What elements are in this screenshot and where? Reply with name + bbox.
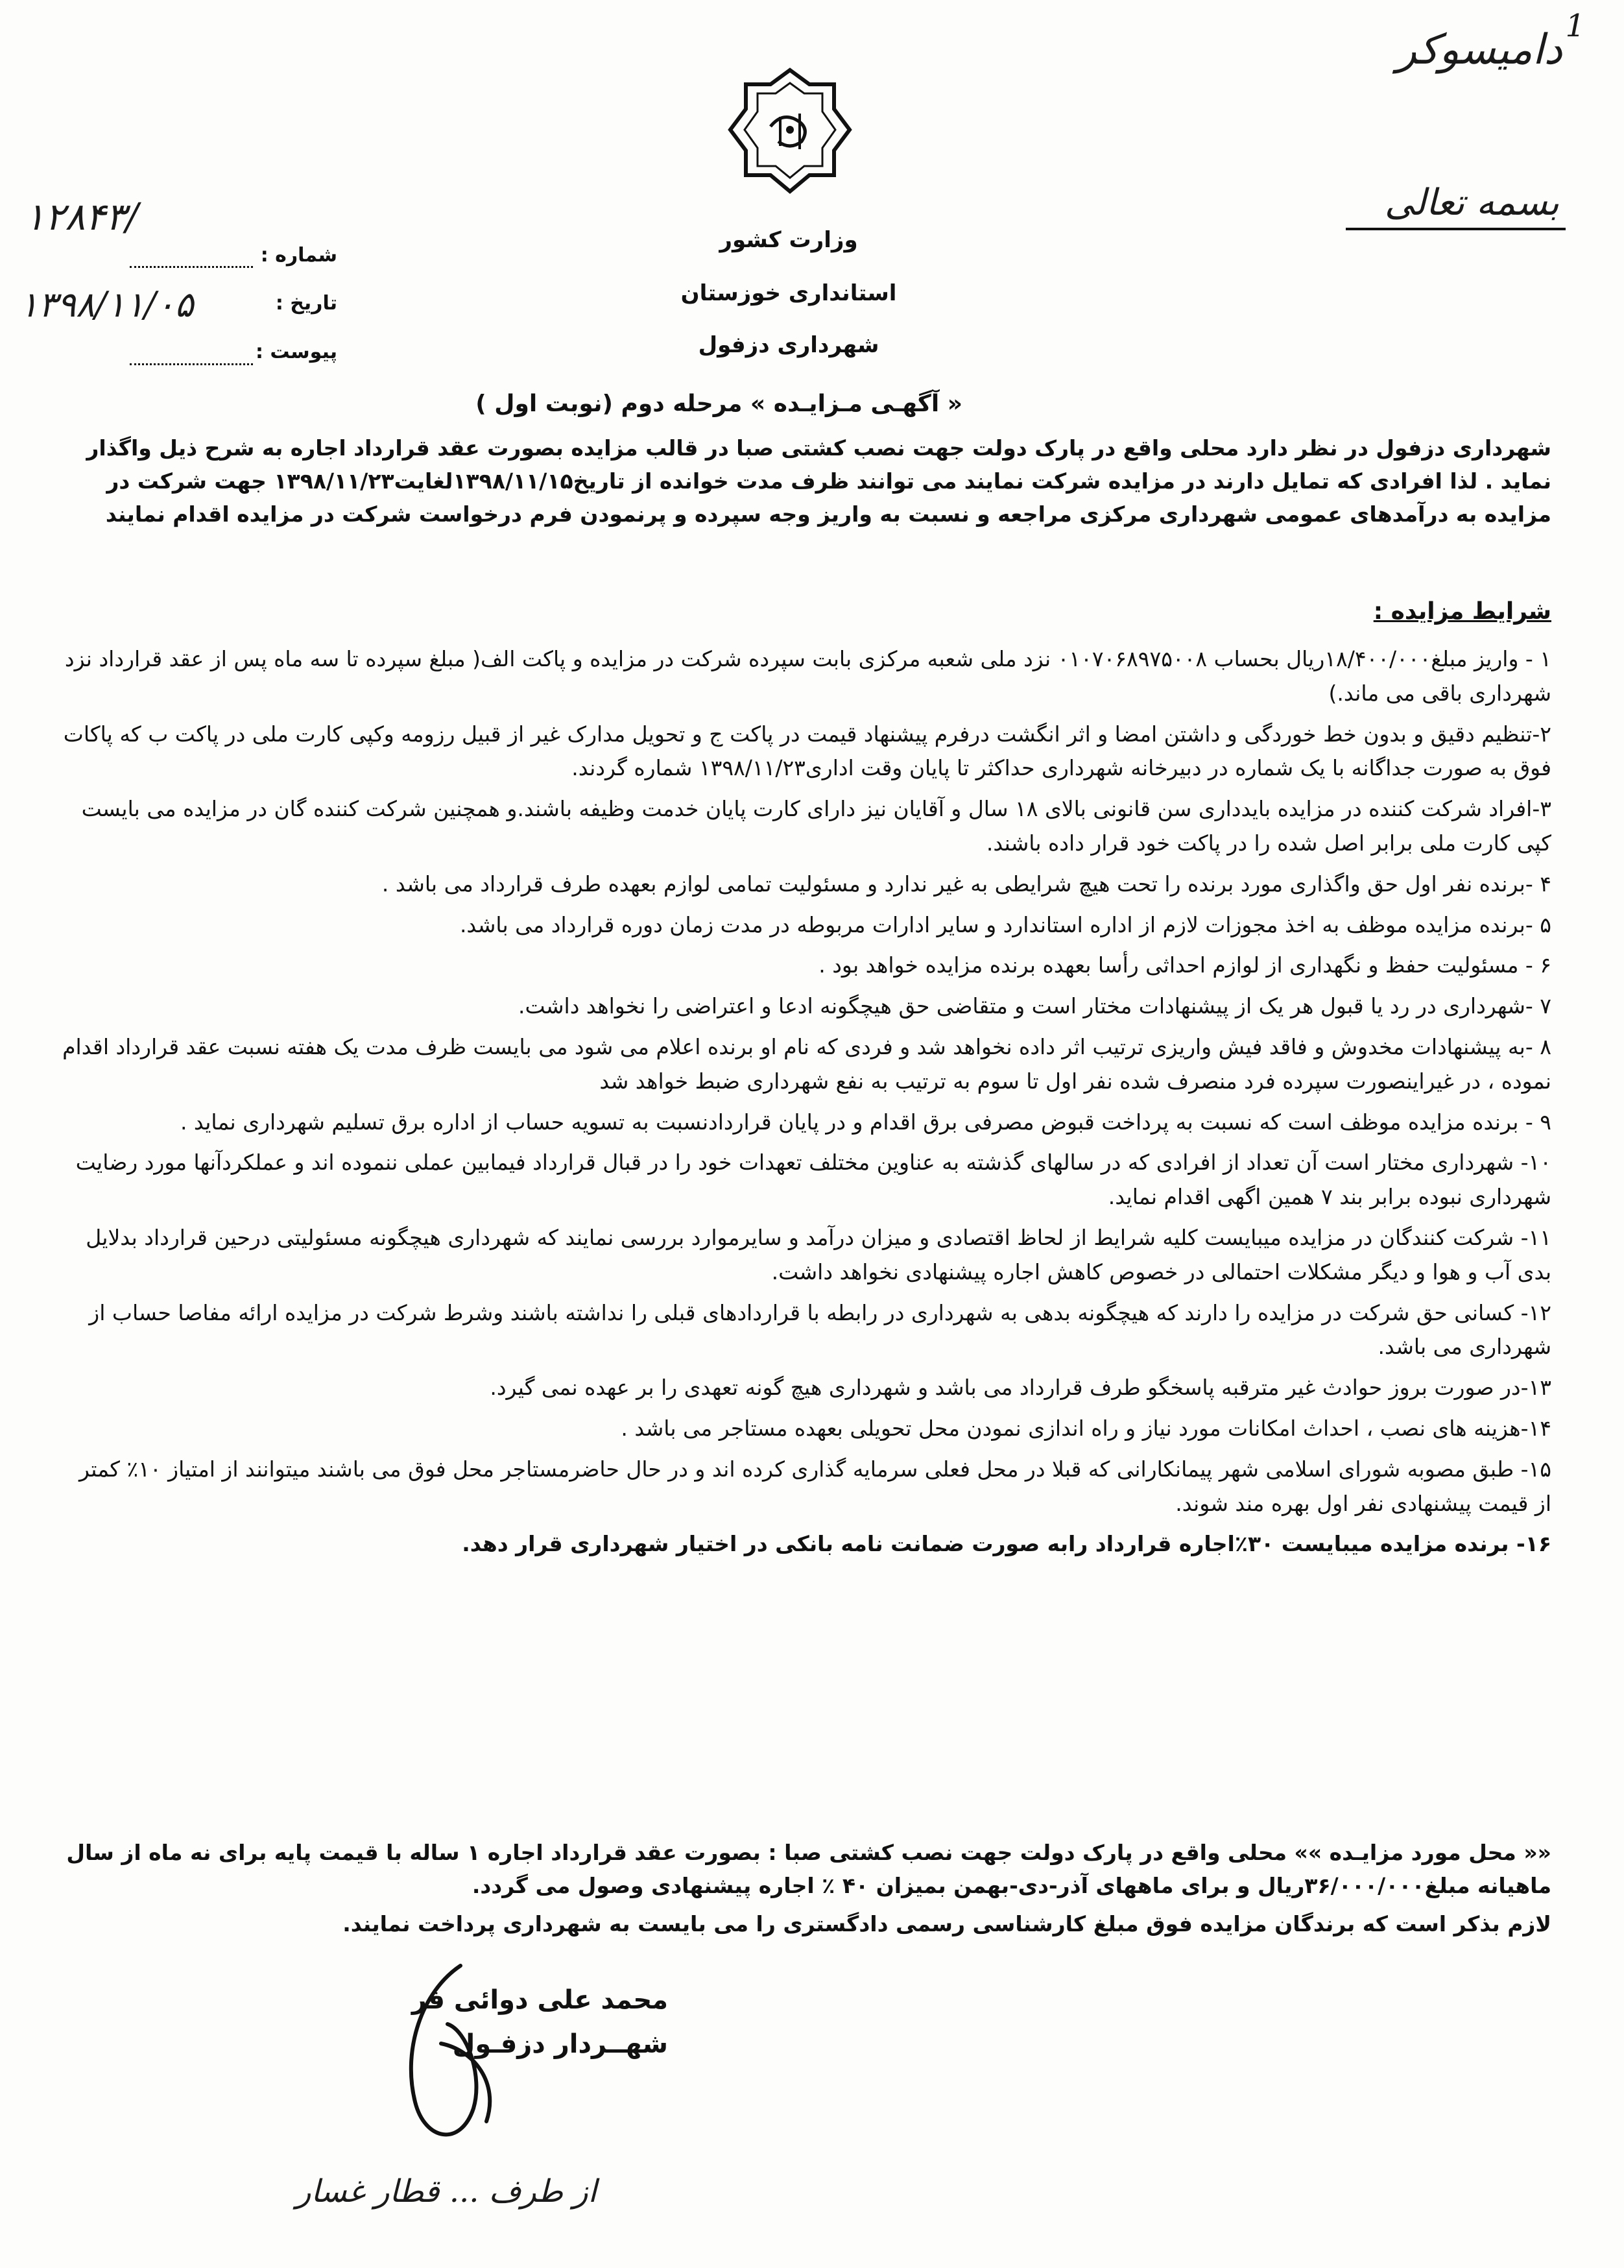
letter-date-label: تاریخ :	[275, 292, 337, 315]
handwritten-note: دامیسوکر	[1396, 26, 1562, 74]
page-number-mark: 1	[1565, 8, 1585, 44]
letter-meta	[18, 195, 304, 239]
condition-item: ۴ -برنده نفر اول حق واگذاری مورد برنده را تحت هیچ شرایطی به غیر ندارد و مسئولیت تمامی لوازم بعهده طرف قرارداد می باشد .	[381, 871, 1551, 897]
expert-fee-note: لازم بذکر است که برندگان مزایده فوق مبلغ کارشناسی رسمی دادگستری را می بایست به شهرداری پرداخت نمایند.	[342, 1911, 1551, 1936]
condition-item: ۱۰- شهرداری مختار است آن تعداد از افرادی که در سالهای گذشته به عناوین مختلف تعهدات خود را در قبال قرارداد فیمابین عملی ننموده اند و عملکردآنها مورد رضایت شهرداری نبوده برابر بند ۷ همین اگهی اقدام نماید.	[75, 1150, 1551, 1210]
notice-intro: شهرداری دزفول در نظر دارد محلی واقع در پارک دولت جهت نصب کشتی صبا در قالب مزایده بصورت عقد قرارداد اجاره به شرح ذیل واگذار نماید . لذا افرادی که تمایل دارند در مزایده شرکت نمایند می توانند ظرف مدت خوانده از تاریخ۱۳۹۸/۱۱/۱۵لغایت۱۳۹۸/۱۱/۲۳ جهت شرکت در مزایده به درآمدهای عمومی شهرداری مرکزی مراجعه و نسبت به واریز وجه سپرده و پرنمودن فرم درخواست شرکت در مزایده اقدام نمایند	[86, 435, 1551, 527]
condition-item: ۱۶- برنده مزایده میبایست ۳۰٪اجاره قرارداد رابه صورت ضمانت نامه بانکی در اختیار شهرداری قرار دهد.	[462, 1531, 1551, 1557]
notice-title: « آگهـی مـزایـده » مرحله دوم (نوبت اول )	[475, 391, 962, 417]
attachment-dots	[130, 363, 253, 365]
conditions-list	[60, 642, 1551, 1568]
footer-handwritten-note: از طرف ... قطار غسار	[296, 2173, 597, 2210]
conditions-heading: شرایط مزایده :	[1373, 598, 1551, 625]
ministry-title: وزارت کشور	[719, 227, 858, 253]
condition-item: ۳-افراد شرکت کننده در مزایده بایدداری سن قانونی بالای ۱۸ سال و آقایان نیز دارای کارت پایان خدمت وظیفه باشند.و همچنین شرکت کننده گان در مزایده می بایست کپی کارت ملی برابر اصل شده را در پاکت خود قرار داده باشند.	[81, 796, 1551, 856]
letter-number-value: ۱۲۸۴۳/	[25, 195, 139, 239]
condition-item: ۹ - برنده مزایده موظف است که نسبت به پرداخت قبوض مصرفی برق اقدام و در پایان قراردادنسبت به تسویه حساب از اداره برق تسلیم شهرداری نماید .	[180, 1109, 1551, 1135]
condition-item: ۱۲- کسانی حق شرکت در مزایده را دارند که هیچگونه بدهی به شهرداری در رابطه با قراردادهای قبلی را نداشته باشند وشرط شرکت در مزایده ارائه مفاصا حساب از شهرداری می باشد.	[89, 1299, 1551, 1360]
condition-item: ۵ -برنده مزایده موظف به اخذ مجوزات لازم از اداره استاندارد و سایر ادارات مربوطه در مدت زمان دوره قرارداد می باشد.	[459, 911, 1551, 937]
letter-date-value: ۱۳۹۸/۱۱/۰۵	[19, 284, 194, 325]
province-title: استانداری خوزستان	[680, 280, 897, 306]
condition-item: ۷ -شهرداری در رد یا قبول هر یک از پیشنهادات مختار است و متقاضی حق هیچگونه ادعا و اعتراضی را نخواهد داشت.	[518, 993, 1551, 1019]
signer-name: محمد علی دوائی فر	[411, 1985, 668, 2015]
auction-subject: «« محل مورد مزایـده »» محلی واقع در پارک دولت جهت نصب کشتی صبا : بصورت عقد قرارداد اجاره ۱ ساله با قیمت پایه برای نه ماه از سال ماهیانه مبلغ۳۶/۰۰۰/۰۰۰ریال و برای ماههای آذر-دی-بهمن بمیزان ۴۰ ٪ اجاره پیشنهادی وصول می گردد.	[66, 1840, 1551, 1899]
condition-item: ۱۳-در صورت بروز حوادث غیر مترقبه پاسخگو طرف قرارداد می باشد و شهرداری هیچ گونه تعهدی را بر عهده نمی گیرد.	[490, 1375, 1551, 1401]
municipality-logo-icon	[725, 65, 855, 214]
bismillah-heading: بسمه تعالی	[1346, 182, 1566, 230]
condition-item: ۱۵- طبق مصوبه شورای اسلامی شهر پیمانکارانی که قبلا در محل فعلی سرمایه گذاری کرده اند و در حال حاضرمستاجر محل فوق می باشند میتوانند از امتیاز ۱۰٪ کمتر از قیمت پیشنهادی نفر اول بهره مند شوند.	[79, 1456, 1551, 1516]
condition-item: ۱۴-هزینه های نصب ، احداث امکانات مورد نیاز و راه اندازی نمودن محل تحویلی بعهده مستاجر می باشد .	[621, 1415, 1551, 1441]
condition-item: ۶ - مسئولیت حفظ و نگهداری از لوازم احداثی رأسا بعهده برنده مزایده خواهد بود .	[818, 952, 1551, 978]
signature-scribble-icon	[363, 1953, 532, 2167]
signer-title: شهــردار دزفـول	[452, 2029, 668, 2059]
condition-item: ۱ - واریز مبلغ۱۸/۴۰۰/۰۰۰ریال بحساب ۰۱۰۷۰۶۸۹۷۵۰۰۸ نزد ملی شعبه مرکزی بابت سپرده شرکت در مزایده و پاکت الف( مبلغ سپرده تا سه ماه پس از عقد قرارداد نزد شهرداری باقی می ماند.)	[64, 646, 1551, 706]
attachment-label: پیوست :	[255, 341, 337, 363]
number-dots	[130, 266, 253, 268]
letter-number-label: شماره :	[260, 244, 337, 267]
condition-item: ۱۱- شرکت کنندگان در مزایده میبایست کلیه شرایط از لحاظ اقتصادی و میزان درآمد و سایرموارد بررسی نمایند که شهرداری هیچگونه مسئولیتی درحین قرارداد بدلایل بدی آب و هوا و دیگر مشکلات احتمالی در خصوص کاهش اجاره پیشنهادی نخواهد داشت.	[86, 1224, 1551, 1285]
condition-item: ۲-تنظیم دقیق و بدون خط خوردگی و داشتن امضا و اثر انگشت درفرم پیشنهاد قیمت در پاکت ج و تحویل مدارک غیر از قبیل رزومه وکپی کارت ملی در پاکت ب که پاکات فوق به صورت جداگانه با یک شماره در دبیرخانه شهرداری حداکثر تا پایان وقت اداری۱۳۹۸/۱۱/۲۳ شماره گردند.	[63, 721, 1551, 781]
municipality-title: شهرداری دزفول	[698, 332, 879, 358]
condition-item: ۸ -به پیشنهادات مخدوش و فاقد فیش واریزی ترتیب اثر داده نخواهد شد و فردی که نام او برنده اعلام می شود می بایست ظرف مدت یک هفته نسبت عقد قرارداد اقدام نموده ، در غیراینصورت سپرده فرد منصرف شده نفر اول تا سوم به ترتیب به نفع شهرداری ضبط خواهد شد	[62, 1033, 1551, 1094]
